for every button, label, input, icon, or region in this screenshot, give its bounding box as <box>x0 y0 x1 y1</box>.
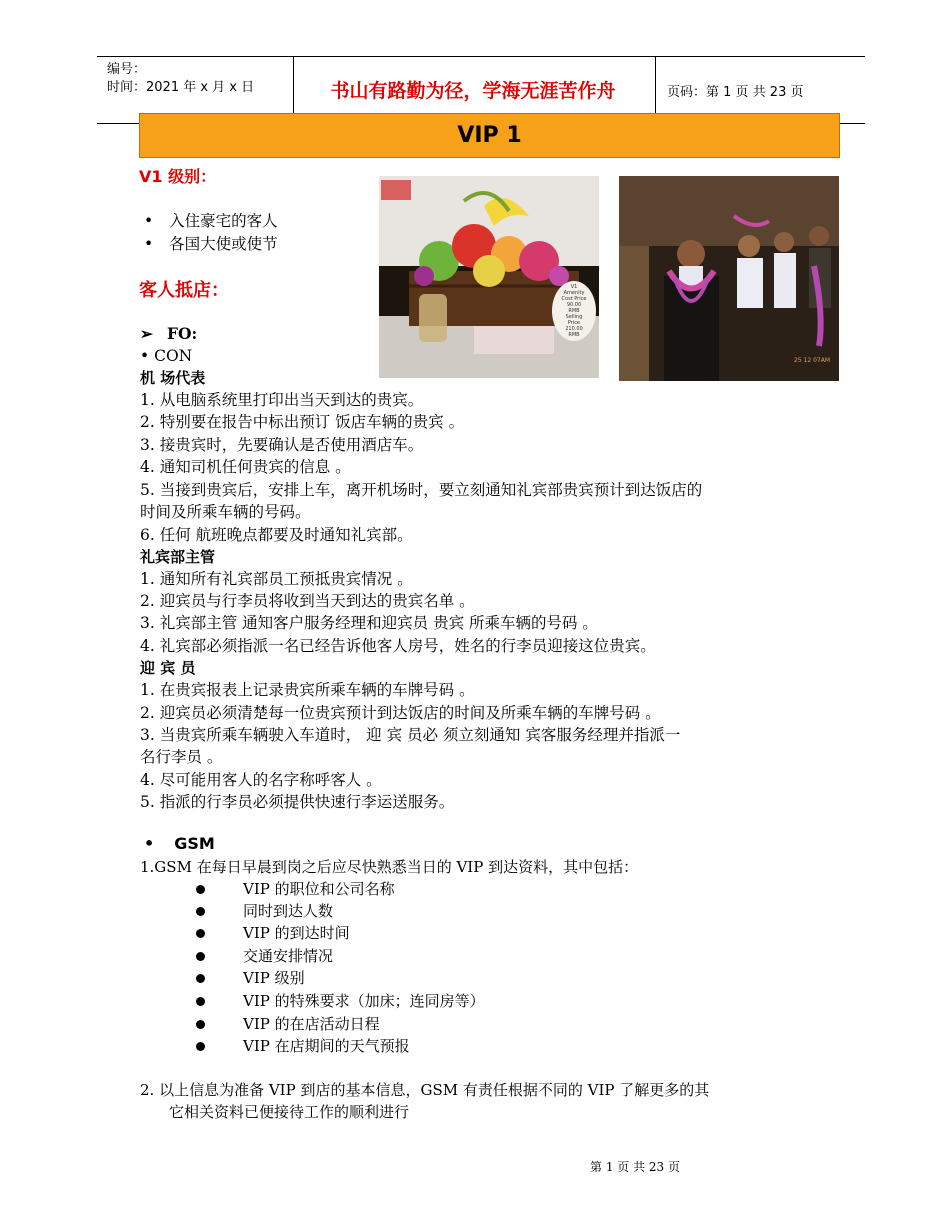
list-item: 5. 当接到贵宾后，安排上车，离开机场时，要立刻通知礼宾部贵宾预计到达饭店的 <box>140 481 703 499</box>
arrow-bullet-icon: ➢ <box>140 324 153 343</box>
airport-rep-heading: 机 场代表 <box>140 369 206 387</box>
list-item: 6. 任何 航班晚点都要及时通知礼宾部。 <box>140 526 413 544</box>
bullet-dot <box>196 885 205 894</box>
list-item: 4. 尽可能用客人的名字称呼客人 。 <box>140 771 382 789</box>
fruit-basket-image <box>379 176 599 378</box>
bullet-dot <box>196 907 205 916</box>
bullet-dot <box>196 974 205 983</box>
list-item: 1. 在贵宾报表上记录贵宾所乘车辆的车牌号码 。 <box>140 681 475 699</box>
v1-heading: V1 级别： <box>139 167 217 186</box>
list-item: 1. 通知所有礼宾部员工预抵贵宾情况 。 <box>140 570 413 588</box>
number-label: 编号： <box>107 62 147 77</box>
list-item: 4. 通知司机任何贵宾的信息 。 <box>140 458 351 476</box>
gsm-item: 交通安排情况 <box>196 945 333 967</box>
bullet-dot: • <box>144 212 154 230</box>
list-item: 名行李员 。 <box>140 748 223 766</box>
gsm-point2-line2: 它相关资料已便接待工作的顺利进行 <box>169 1103 410 1121</box>
title-banner: VIP 1 <box>139 113 840 158</box>
list-item: 2. 迎宾员必须清楚每一位贵宾预计到达饭店的时间及所乘车辆的车牌号码 。 <box>140 704 661 722</box>
list-item: 4. 礼宾部必须指派一名已经告诉他客人房号，姓名的行李员迎接这位贵宾。 <box>140 637 656 655</box>
list-item: 2. 迎宾员与行李员将收到当天到达的贵宾名单 。 <box>140 592 475 610</box>
gsm-item: VIP 的职位和公司名称 <box>196 878 395 900</box>
bullet-dot <box>196 997 205 1006</box>
v1-bullet: • 各国大使或使节 <box>144 235 278 253</box>
bullet-dot <box>196 952 205 961</box>
bullet-dot <box>196 1042 205 1051</box>
gsm-item: VIP 在店期间的天气预报 <box>196 1035 410 1057</box>
gsm-heading: • GSM <box>144 834 215 853</box>
gsm-intro: 1.GSM 在每日早晨到岗之后应尽快熟悉当日的 VIP 到达资料，其中包括： <box>140 858 639 876</box>
gsm-point2-line1: 2. 以上信息为准备 VIP 到店的基本信息，GSM 有责任根据不同的 VIP 了解更多的其 <box>140 1081 710 1099</box>
header-page-label: 页码：第 1 页 共 23 页 <box>667 85 804 100</box>
gsm-item: 同时到达人数 <box>196 900 333 922</box>
bullet-dot: • <box>140 347 150 365</box>
con-label: • CON <box>140 347 193 365</box>
list-item: 3. 当贵宾所乘车辆驶入车道时， 迎 宾 员必 须立刻通知 宾客服务经理并指派一 <box>140 726 681 744</box>
gsm-item: VIP 的到达时间 <box>196 922 350 944</box>
guest-welcome-image <box>619 176 839 381</box>
list-item: 3. 礼宾部主管 通知客户服务经理和迎宾员 贵宾 所乘车辆的号码 。 <box>140 614 598 632</box>
list-item: 3. 接贵宾时，先要确认是否使用酒店车。 <box>140 436 424 454</box>
bullet-dot <box>196 929 205 938</box>
header-meta <box>107 61 254 97</box>
concierge-heading: 礼宾部主管 <box>140 548 216 566</box>
list-item: 5. 指派的行李员必须提供快速行李运送服务。 <box>140 793 455 811</box>
guest-welcome-photo <box>619 176 839 381</box>
fruit-basket-photo <box>379 176 599 378</box>
fruit-price-card: V1 Amenity Cost Price 90.00 RMB Selling Price 210.00 RMB <box>561 284 587 338</box>
list-item: 1. 从电脑系统里打印出当天到达的贵宾。 <box>140 391 424 409</box>
bullet-dot <box>196 1020 205 1029</box>
gsm-item: VIP 的在店活动日程 <box>196 1013 380 1035</box>
time-label: 时间：2021 年 x 月 x 日 <box>107 80 255 95</box>
header-motto: 书山有路勤为径，学海无涯苦作舟 <box>330 80 616 102</box>
list-item: 时间及所乘车辆的号码。 <box>140 503 311 521</box>
list-item: 2. 特别要在报告中标出预订 饭店车辆的贵宾 。 <box>140 413 465 431</box>
doorman-heading: 迎 宾 员 <box>140 659 196 677</box>
photo-timestamp: 25 12 07AM <box>794 357 830 364</box>
bullet-dot: • <box>144 235 154 253</box>
v1-bullet: • 入住豪宅的客人 <box>144 212 278 230</box>
page-footer: 第 1 页 共 23 页 <box>590 1160 680 1174</box>
gsm-item: VIP 级别 <box>196 967 305 989</box>
arrival-heading: 客人抵店： <box>139 280 229 301</box>
fo-label: ➢ FO: <box>140 324 198 343</box>
bullet-dot: • <box>144 834 155 853</box>
gsm-item: VIP 的特殊要求（加床；连同房等） <box>196 990 485 1012</box>
